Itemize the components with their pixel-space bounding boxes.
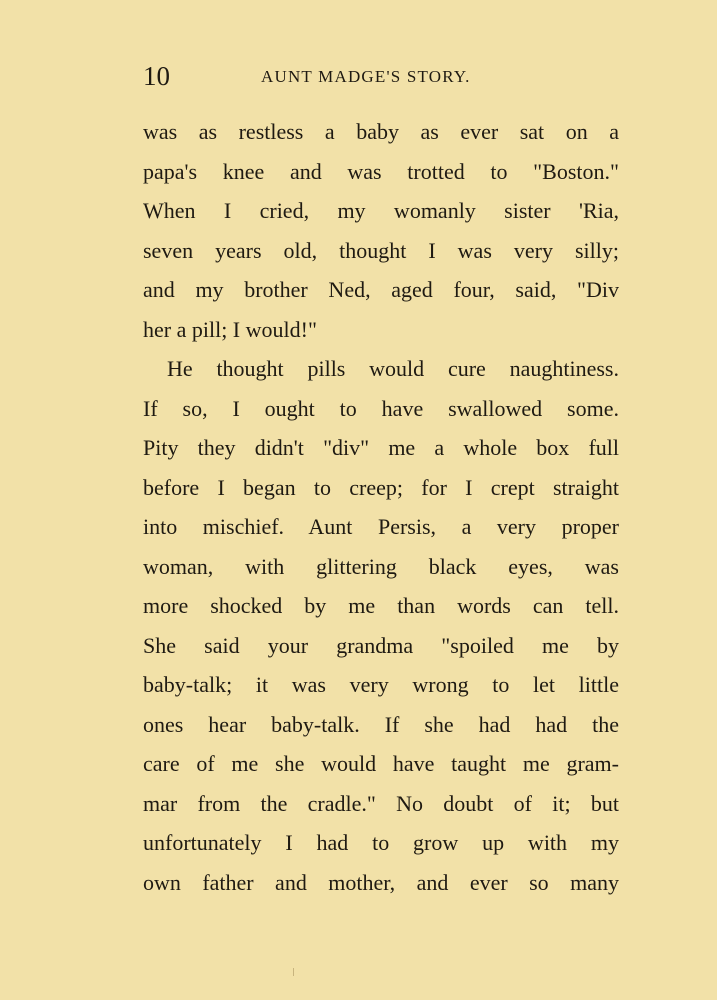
text-line-16: ones hear baby-talk. If she had had the bbox=[143, 711, 619, 737]
text-line-1: was as restless a baby as ever sat on a bbox=[143, 119, 619, 144]
text-line-20: own father and mother, and ever so many bbox=[143, 869, 619, 895]
text-line-18: mar from the cradle." No doubt of it; but bbox=[143, 790, 619, 816]
text-line-2: papa's knee and was trotted to "Boston." bbox=[143, 158, 619, 184]
scan-mark bbox=[293, 968, 294, 976]
text-line-5: and my brother Ned, aged four, said, "Div bbox=[143, 277, 619, 302]
text-line-10: before I began to creep; for I crept straight bbox=[143, 474, 619, 500]
text-line-14: She said your grandma "spoiled me by bbox=[143, 632, 619, 658]
text-line-15: baby-talk; it was very wrong to let little bbox=[143, 672, 619, 697]
text-line-3: When I cried, my womanly sister 'Ria, bbox=[143, 198, 619, 223]
text-line-6: her a pill; I would!" bbox=[143, 316, 317, 342]
text-line-7: He thought pills would cure naughtiness. bbox=[167, 356, 619, 381]
text-line-19: unfortunately I had to grow up with my bbox=[143, 830, 619, 855]
text-line-11: into mischief. Aunt Persis, a very proper bbox=[143, 514, 619, 539]
text-line-9: Pity they didn't "div" me a whole box full bbox=[143, 435, 619, 460]
page-number: 10 bbox=[143, 61, 170, 91]
text-line-13: more shocked by me than words can tell. bbox=[143, 593, 619, 618]
text-line-17: care of me she would have taught me gram- bbox=[143, 751, 619, 776]
running-head bbox=[143, 60, 598, 94]
text-line-12: woman, with glittering black eyes, was bbox=[143, 553, 619, 579]
body-text bbox=[143, 112, 619, 902]
running-title: AUNT MADGE'S STORY. bbox=[261, 67, 471, 86]
text-line-8: If so, I ought to have swallowed some. bbox=[143, 395, 619, 421]
text-line-4: seven years old, thought I was very silly; bbox=[143, 237, 619, 263]
